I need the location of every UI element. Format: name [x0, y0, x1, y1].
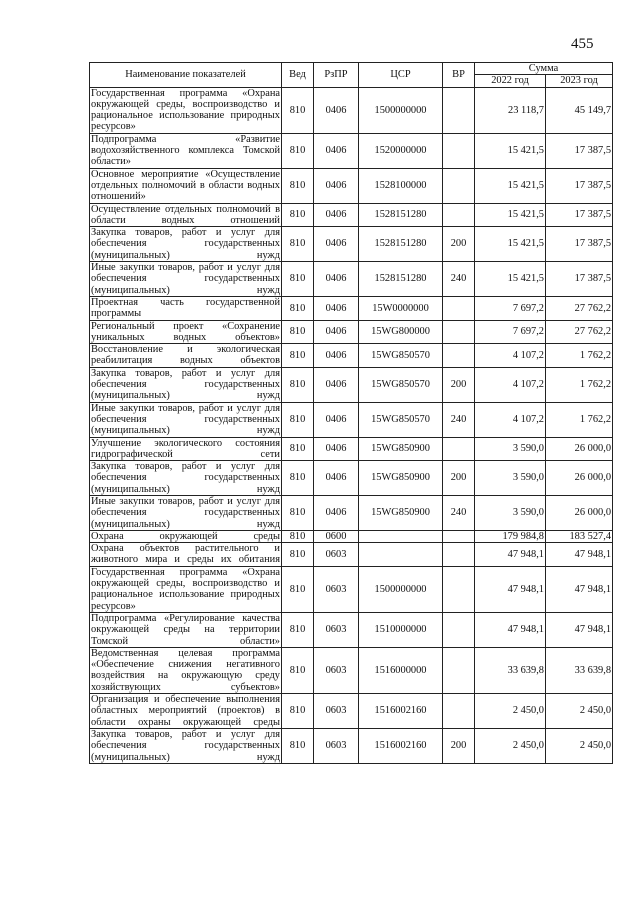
row-name: Региональный проект «Сохранение уникальных водных объектов»	[91, 320, 280, 343]
table-row	[90, 543, 613, 567]
row-rzpr: 0603	[314, 543, 359, 567]
row-csr: 15WG850900	[359, 437, 443, 461]
row-ved: 810	[282, 543, 314, 567]
table-row	[90, 402, 613, 437]
row-rzpr: 0406	[314, 262, 359, 297]
row-rzpr: 0603	[314, 647, 359, 693]
row-name: Иные закупки товаров, работ и услуг для обеспечения государственных (муниципальных) нужд	[91, 402, 280, 437]
row-name: Восстановление и экологическая реабилитация водных объектов	[91, 344, 280, 367]
row-sum-2022: 15 421,5	[475, 227, 546, 262]
row-vr	[443, 320, 475, 344]
row-name: Иные закупки товаров, работ и услуг для обеспечения государственных (муниципальных) нужд	[91, 495, 280, 530]
row-ved: 810	[282, 402, 314, 437]
row-name: Осуществление отдельных полномочий в области водных отношений	[91, 203, 280, 226]
table-row	[90, 168, 613, 203]
budget-table	[89, 62, 613, 764]
row-vr	[443, 203, 475, 227]
row-name: Подпрограмма «Развитие водохозяйственного комплекса Томской области»	[91, 133, 280, 168]
row-name: Ведомственная целевая программа «Обеспечение снижения негативного воздействия на окружающую среду хозяйствующих субъектов»	[91, 647, 280, 693]
row-csr	[359, 543, 443, 567]
row-sum-2022: 23 118,7	[475, 87, 546, 133]
table-row	[90, 612, 613, 647]
row-csr: 1520000000	[359, 133, 443, 168]
header-sum: Сумма	[475, 63, 613, 75]
row-rzpr: 0603	[314, 612, 359, 647]
row-sum-2023: 27 762,2	[546, 320, 613, 344]
row-sum-2023: 183 527,4	[546, 530, 613, 542]
row-rzpr: 0406	[314, 87, 359, 133]
row-csr: 15WG850570	[359, 344, 443, 368]
row-csr: 1516002160	[359, 694, 443, 729]
row-sum-2023: 2 450,0	[546, 728, 613, 763]
row-csr: 1516002160	[359, 728, 443, 763]
row-rzpr: 0406	[314, 133, 359, 168]
row-csr: 1500000000	[359, 87, 443, 133]
row-sum-2022: 7 697,2	[475, 320, 546, 344]
row-csr: 1528151280	[359, 262, 443, 297]
table-row	[90, 344, 613, 368]
row-ved: 810	[282, 461, 314, 496]
page-number: 455	[571, 36, 594, 52]
row-name: Охрана окружающей среды	[91, 530, 280, 542]
header-csr: ЦСР	[359, 63, 443, 88]
row-ved: 810	[282, 133, 314, 168]
row-ved: 810	[282, 694, 314, 729]
row-sum-2022: 4 107,2	[475, 402, 546, 437]
row-ved: 810	[282, 566, 314, 612]
row-rzpr: 0406	[314, 367, 359, 402]
row-sum-2022: 3 590,0	[475, 495, 546, 530]
row-csr: 15WG850570	[359, 402, 443, 437]
row-sum-2022: 4 107,2	[475, 344, 546, 368]
row-vr: 200	[443, 227, 475, 262]
table-row	[90, 133, 613, 168]
row-name: Закупка товаров, работ и услуг для обеспечения государственных (муниципальных) нужд	[91, 728, 280, 763]
row-sum-2023: 47 948,1	[546, 612, 613, 647]
row-ved: 810	[282, 87, 314, 133]
table-row	[90, 694, 613, 729]
header-ved: Вед	[282, 63, 314, 88]
table-row	[90, 437, 613, 461]
row-name: Улучшение экологического состояния гидрографической сети	[91, 437, 280, 460]
row-ved: 810	[282, 495, 314, 530]
row-ved: 810	[282, 320, 314, 344]
row-sum-2023: 1 762,2	[546, 367, 613, 402]
row-sum-2022: 3 590,0	[475, 437, 546, 461]
row-rzpr: 0406	[314, 461, 359, 496]
row-ved: 810	[282, 367, 314, 402]
row-ved: 810	[282, 530, 314, 542]
row-csr: 15W0000000	[359, 296, 443, 320]
row-sum-2022: 7 697,2	[475, 296, 546, 320]
table-header	[90, 63, 613, 88]
row-ved: 810	[282, 612, 314, 647]
row-name: Государственная программа «Охрана окружающей среды, воспроизводство и рациональное использование природных ресурсов»	[91, 87, 280, 133]
row-vr	[443, 543, 475, 567]
row-ved: 810	[282, 437, 314, 461]
row-vr	[443, 647, 475, 693]
table-row	[90, 227, 613, 262]
row-vr	[443, 168, 475, 203]
row-vr: 240	[443, 495, 475, 530]
row-vr: 200	[443, 367, 475, 402]
row-vr	[443, 566, 475, 612]
row-sum-2023: 45 149,7	[546, 87, 613, 133]
row-rzpr: 0406	[314, 296, 359, 320]
row-sum-2022: 15 421,5	[475, 203, 546, 227]
row-vr	[443, 133, 475, 168]
row-csr: 15WG850900	[359, 461, 443, 496]
row-vr	[443, 530, 475, 542]
row-rzpr: 0603	[314, 728, 359, 763]
row-rzpr: 0603	[314, 694, 359, 729]
row-csr: 1528100000	[359, 168, 443, 203]
row-sum-2022: 15 421,5	[475, 133, 546, 168]
row-csr: 1528151280	[359, 227, 443, 262]
table-row	[90, 728, 613, 763]
header-vr: ВР	[443, 63, 475, 88]
row-name: Государственная программа «Охрана окружающей среды, воспроизводство и рациональное использование природных ресурсов»	[91, 566, 280, 612]
row-sum-2023: 17 387,5	[546, 133, 613, 168]
row-name: Охрана объектов растительного и животного мира и среды их обитания	[91, 543, 280, 566]
row-sum-2022: 4 107,2	[475, 367, 546, 402]
row-sum-2022: 15 421,5	[475, 262, 546, 297]
row-sum-2023: 2 450,0	[546, 694, 613, 729]
row-vr	[443, 437, 475, 461]
row-csr: 15WG850900	[359, 495, 443, 530]
row-ved: 810	[282, 647, 314, 693]
row-rzpr: 0600	[314, 530, 359, 542]
header-rzpr: РзПР	[314, 63, 359, 88]
row-sum-2022: 2 450,0	[475, 728, 546, 763]
row-sum-2023: 47 948,1	[546, 566, 613, 612]
row-name: Проектная часть государственной программы	[91, 296, 280, 320]
row-sum-2023: 1 762,2	[546, 402, 613, 437]
row-name: Основное мероприятие «Осуществление отдельных полномочий в области водных отношений»	[91, 168, 280, 203]
row-sum-2023: 26 000,0	[546, 495, 613, 530]
row-sum-2022: 47 948,1	[475, 612, 546, 647]
row-csr	[359, 530, 443, 542]
row-csr: 15WG800000	[359, 320, 443, 344]
table-body	[90, 87, 613, 763]
row-name: Закупка товаров, работ и услуг для обеспечения государственных (муниципальных) нужд	[91, 461, 280, 495]
row-rzpr: 0406	[314, 168, 359, 203]
table-row	[90, 530, 613, 542]
row-csr: 15WG850570	[359, 367, 443, 402]
row-sum-2022: 47 948,1	[475, 543, 546, 567]
header-year-2022: 2022 год	[475, 75, 546, 87]
table-row	[90, 647, 613, 693]
row-sum-2023: 17 387,5	[546, 227, 613, 262]
row-vr: 200	[443, 728, 475, 763]
row-sum-2023: 1 762,2	[546, 344, 613, 368]
row-sum-2023: 26 000,0	[546, 461, 613, 496]
row-sum-2022: 15 421,5	[475, 168, 546, 203]
row-rzpr: 0406	[314, 437, 359, 461]
row-sum-2022: 3 590,0	[475, 461, 546, 496]
row-sum-2022: 2 450,0	[475, 694, 546, 729]
table-row	[90, 461, 613, 496]
row-sum-2023: 17 387,5	[546, 203, 613, 227]
row-ved: 810	[282, 344, 314, 368]
row-rzpr: 0406	[314, 495, 359, 530]
header-year-2023: 2023 год	[546, 75, 613, 87]
table-row	[90, 320, 613, 344]
row-sum-2023: 17 387,5	[546, 168, 613, 203]
row-name: Иные закупки товаров, работ и услуг для обеспечения государственных (муниципальных) нужд	[91, 262, 280, 296]
row-vr	[443, 694, 475, 729]
row-vr	[443, 344, 475, 368]
row-name: Закупка товаров, работ и услуг для обеспечения государственных (муниципальных) нужд	[91, 367, 280, 402]
row-ved: 810	[282, 227, 314, 262]
table-row	[90, 296, 613, 320]
row-vr: 240	[443, 262, 475, 297]
row-rzpr: 0406	[314, 320, 359, 344]
row-csr: 1516000000	[359, 647, 443, 693]
row-rzpr: 0406	[314, 227, 359, 262]
table-row	[90, 262, 613, 297]
row-sum-2022: 47 948,1	[475, 566, 546, 612]
row-rzpr: 0406	[314, 203, 359, 227]
table-row	[90, 566, 613, 612]
row-sum-2023: 27 762,2	[546, 296, 613, 320]
table-row	[90, 367, 613, 402]
row-name: Организация и обеспечение выполнения областных мероприятий (проектов) в области охраны окружающей среды	[91, 694, 280, 728]
row-name: Подпрограмма «Регулирование качества окружающей среды на территории Томской области»	[91, 612, 280, 647]
row-sum-2023: 47 948,1	[546, 543, 613, 567]
row-vr: 200	[443, 461, 475, 496]
row-rzpr: 0406	[314, 402, 359, 437]
row-ved: 810	[282, 262, 314, 297]
row-csr: 1510000000	[359, 612, 443, 647]
header-name: Наименование показателей	[90, 63, 282, 88]
table-row	[90, 87, 613, 133]
row-csr: 1528151280	[359, 203, 443, 227]
row-vr: 240	[443, 402, 475, 437]
row-vr	[443, 87, 475, 133]
row-sum-2022: 179 984,8	[475, 530, 546, 542]
row-ved: 810	[282, 203, 314, 227]
row-sum-2022: 33 639,8	[475, 647, 546, 693]
row-sum-2023: 33 639,8	[546, 647, 613, 693]
row-ved: 810	[282, 296, 314, 320]
row-vr	[443, 612, 475, 647]
row-vr	[443, 296, 475, 320]
row-sum-2023: 26 000,0	[546, 437, 613, 461]
table-row	[90, 203, 613, 227]
row-rzpr: 0603	[314, 566, 359, 612]
row-ved: 810	[282, 728, 314, 763]
row-csr: 1500000000	[359, 566, 443, 612]
table-row	[90, 495, 613, 530]
row-sum-2023: 17 387,5	[546, 262, 613, 297]
row-name: Закупка товаров, работ и услуг для обеспечения государственных (муниципальных) нужд	[91, 227, 280, 261]
row-rzpr: 0406	[314, 344, 359, 368]
row-ved: 810	[282, 168, 314, 203]
